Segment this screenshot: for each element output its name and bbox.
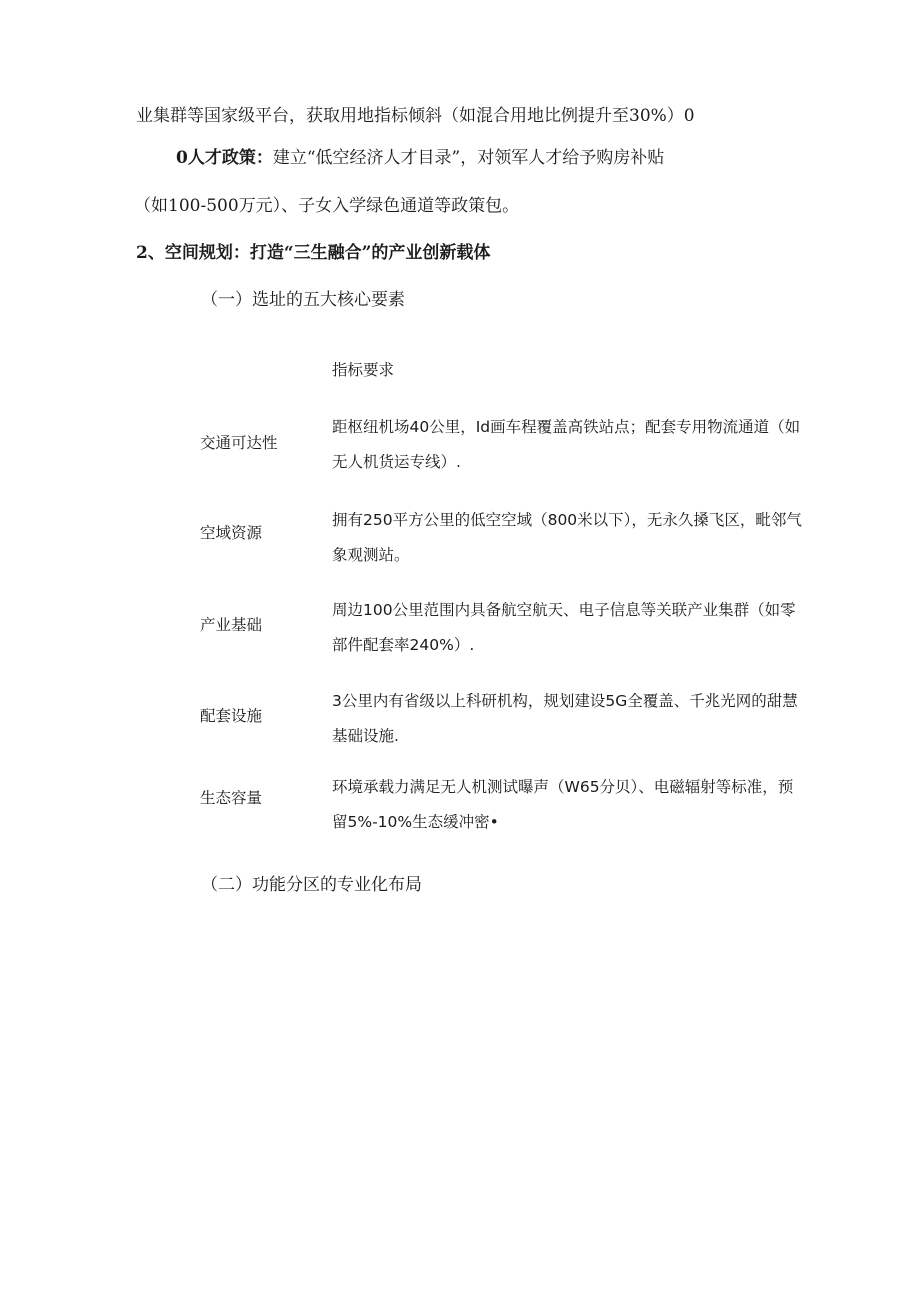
row-label: 交通可达性 <box>200 434 278 452</box>
row-text: 周边100公里范围内具备航空航天、电子信息等关联产业集群（如零部件配套率240%）. <box>332 601 796 654</box>
table-header: 指标要求 <box>332 361 395 379</box>
talent-policy-text: 建立“低空经济人才目录”，对领军人才给予购房补贴 <box>272 148 665 168</box>
paragraph-land-policy: 业集群等国家级平台，获取用地指标倾斜（如混合用地比例提升至30%）0 <box>136 106 695 126</box>
row-label: 配套设施 <box>200 707 263 725</box>
row-text: 环境承载力满足无人机测试曝声（W65分贝）、电磁辐射等标准，预留5%-10%生态缓冲密• <box>332 778 794 831</box>
paragraph-talent-policy-cont: （如100-500万元）、子女入学绿色通道等政策包。 <box>134 196 520 216</box>
row-text: 拥有250平方公里的低空空域（800米以下），无永久搡飞区，毗邻气象观测站。 <box>332 511 802 564</box>
section-2-heading: 2、空间规划：打造“三生融合”的产业创新载体 <box>136 243 491 263</box>
subsection-site-selection-heading: （一）选址的五大核心要素 <box>201 290 405 310</box>
row-text: 3公里内有省级以上科研机构，规划建设5G全覆盖、千兆光网的甜慧基础设施. <box>332 692 798 745</box>
row-label: 生态容量 <box>200 789 263 807</box>
talent-policy-heading: 0人才政策： <box>176 148 273 168</box>
row-label: 产业基础 <box>200 616 263 634</box>
row-label: 空域资源 <box>200 524 263 542</box>
subsection-functional-zoning-heading: （二）功能分区的专业化布局 <box>201 875 422 895</box>
paragraph-talent-policy <box>176 146 664 170</box>
row-text: 距枢纽机场40公里，Id画车程覆盖高铁站点；配套专用物流通道（如无人机货运专线）. <box>332 418 801 471</box>
